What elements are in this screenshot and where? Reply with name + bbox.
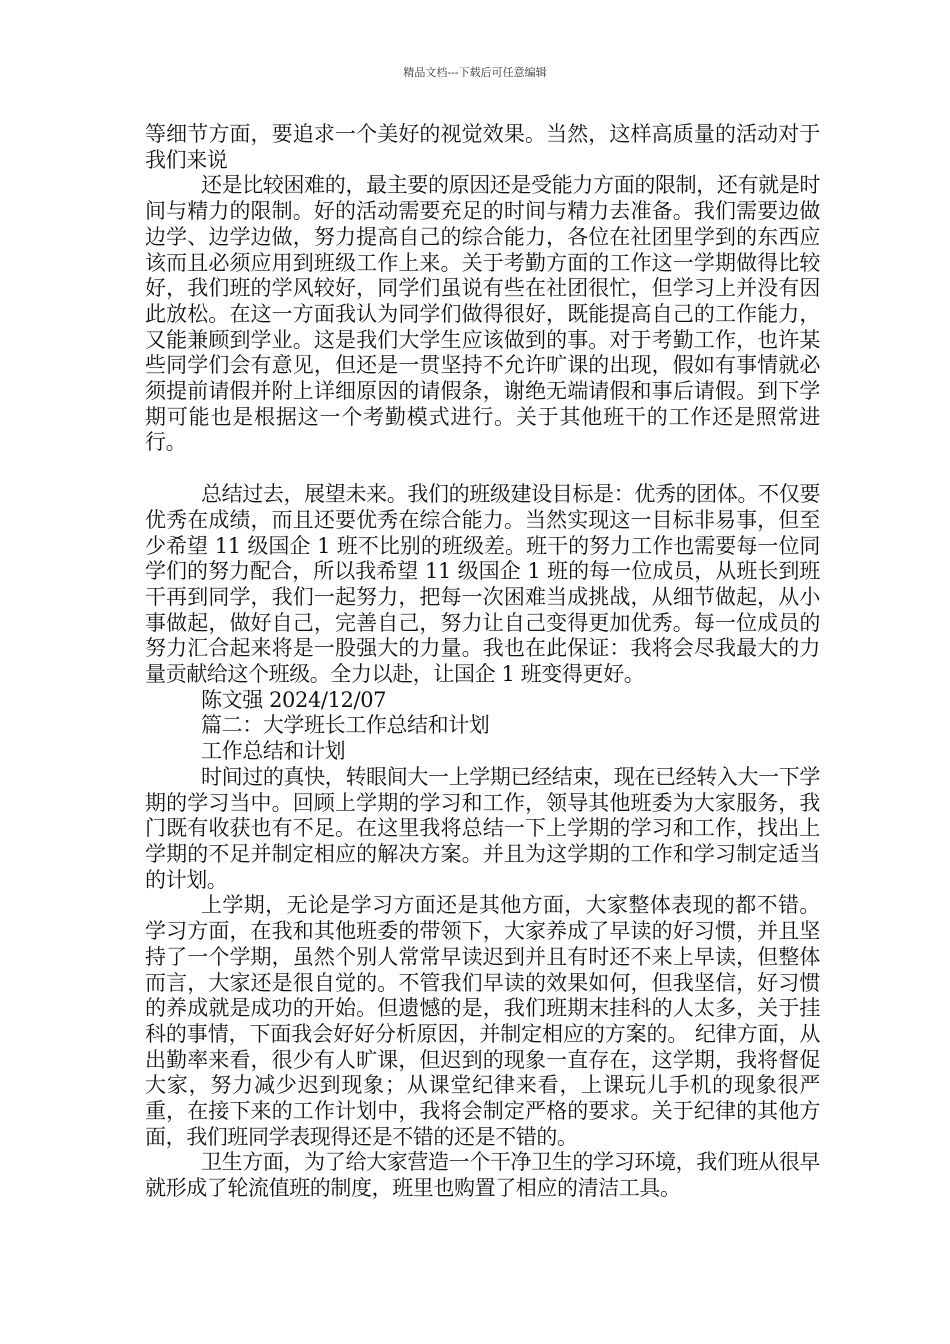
paragraph: 总结过去，展望未来。我们的班级建设目标是：优秀的团体。不仅要优秀在成绩，而且还要优秀在综合能力。当然实现这一目标非易事，但至少希望 11 级国企 1 班不比别的班级差。班干的努力工作也需要每一位同学们的努力配合，所以我希望 11 级国企 1 班的每一位成员，从班长到班干再到同学，我们一起努力，把每一次困难当成挑战，从细节做起，从小事做起，做好自己，完善自己，努力让自己变得更加优秀。每一位成员的努力汇合起来将是一股强大的力量。我也在此保证：我将会尽我最大的力量贡献给这个班级。全力以赴，让国企 1 班变得更好。 [145, 482, 820, 687]
paragraph: 上学期，无论是学习方面还是其他方面，大家整体表现的都不错。 学习方面，在我和其他班委的带领下，大家养成了早读的好习惯，并且坚持了一个学期，虽然个别人常常早读迟到并且有时还不来上早读，但整体而言，大家还是很自觉的。不管我们早读的效果如何，但我坚信，好习惯的养成就是成功的开始。但遗憾的是，我们班期末挂科的人太多，关于挂科的事情，下面我会好好分析原因，并制定相应的方案的。 纪律方面，从出勤率来看，很少有人旷课，但迟到的现象一直存在，这学期，我将督促大家，努力减少迟到现象；从课堂纪律来看，上课玩儿手机的现象很严重，在接下来的工作计划中，我将会制定严格的要求。关于纪律的其他方面，我们班同学表现得还是不错的还是不错的。 [145, 893, 820, 1149]
section-subtitle: 工作总结和计划 [201, 739, 346, 764]
paragraph: 等细节方面，要追求一个美好的视觉效果。当然，这样高质量的活动对于我们来说 [145, 122, 820, 172]
section-title: 篇二：大学班长工作总结和计划 [201, 713, 490, 738]
paragraph: 卫生方面，为了给大家营造一个干净卫生的学习环境，我们班从很早就形成了轮流值班的制度，班里也购置了相应的清洁工具。 [145, 1150, 820, 1201]
paragraph: 时间过的真快，转眼间大一上学期已经结束，现在已经转入大一下学期的学习当中。回顾上学期的学习和工作，领导其他班委为大家服务，我门既有收获也有不足。在这里我将总结一下上学期的学习和工作，找出上学期的不足并制定相应的解决方案。并且为这学期的工作和学习制定适当的计划。 [145, 764, 820, 892]
page-header: 精品文档---下载后可任意编辑 [403, 66, 547, 79]
paragraph: 还是比较困难的，最主要的原因还是受能力方面的限制，还有就是时间与精力的限制。好的活动需要充足的时间与精力去准备。我们需要边做边学、边学边做，努力提高自己的综合能力，各位在社团里学到的东西应该而且必须应用到班级工作上来。关于考勤方面的工作这一学期做得比较好，我们班的学风较好，同学们虽说有些在社团很忙，但学习上并没有因此放松。在这一方面我认为同学们做得很好，既能提高自己的工作能力，又能兼顾到学业。这是我们大学生应该做到的事。对于考勤工作，也许某些同学们会有意见，但还是一贯坚持不允许旷课的出现，假如有事情就必须提前请假并附上详细原因的请假条，谢绝无端请假和事后请假。到下学期可能也是根据这一个考勤模式进行。关于其他班干的工作还是照常进行。 [145, 173, 820, 455]
document-body [145, 122, 820, 1202]
signature-line: 陈文强 2024/12/07 [201, 687, 387, 712]
